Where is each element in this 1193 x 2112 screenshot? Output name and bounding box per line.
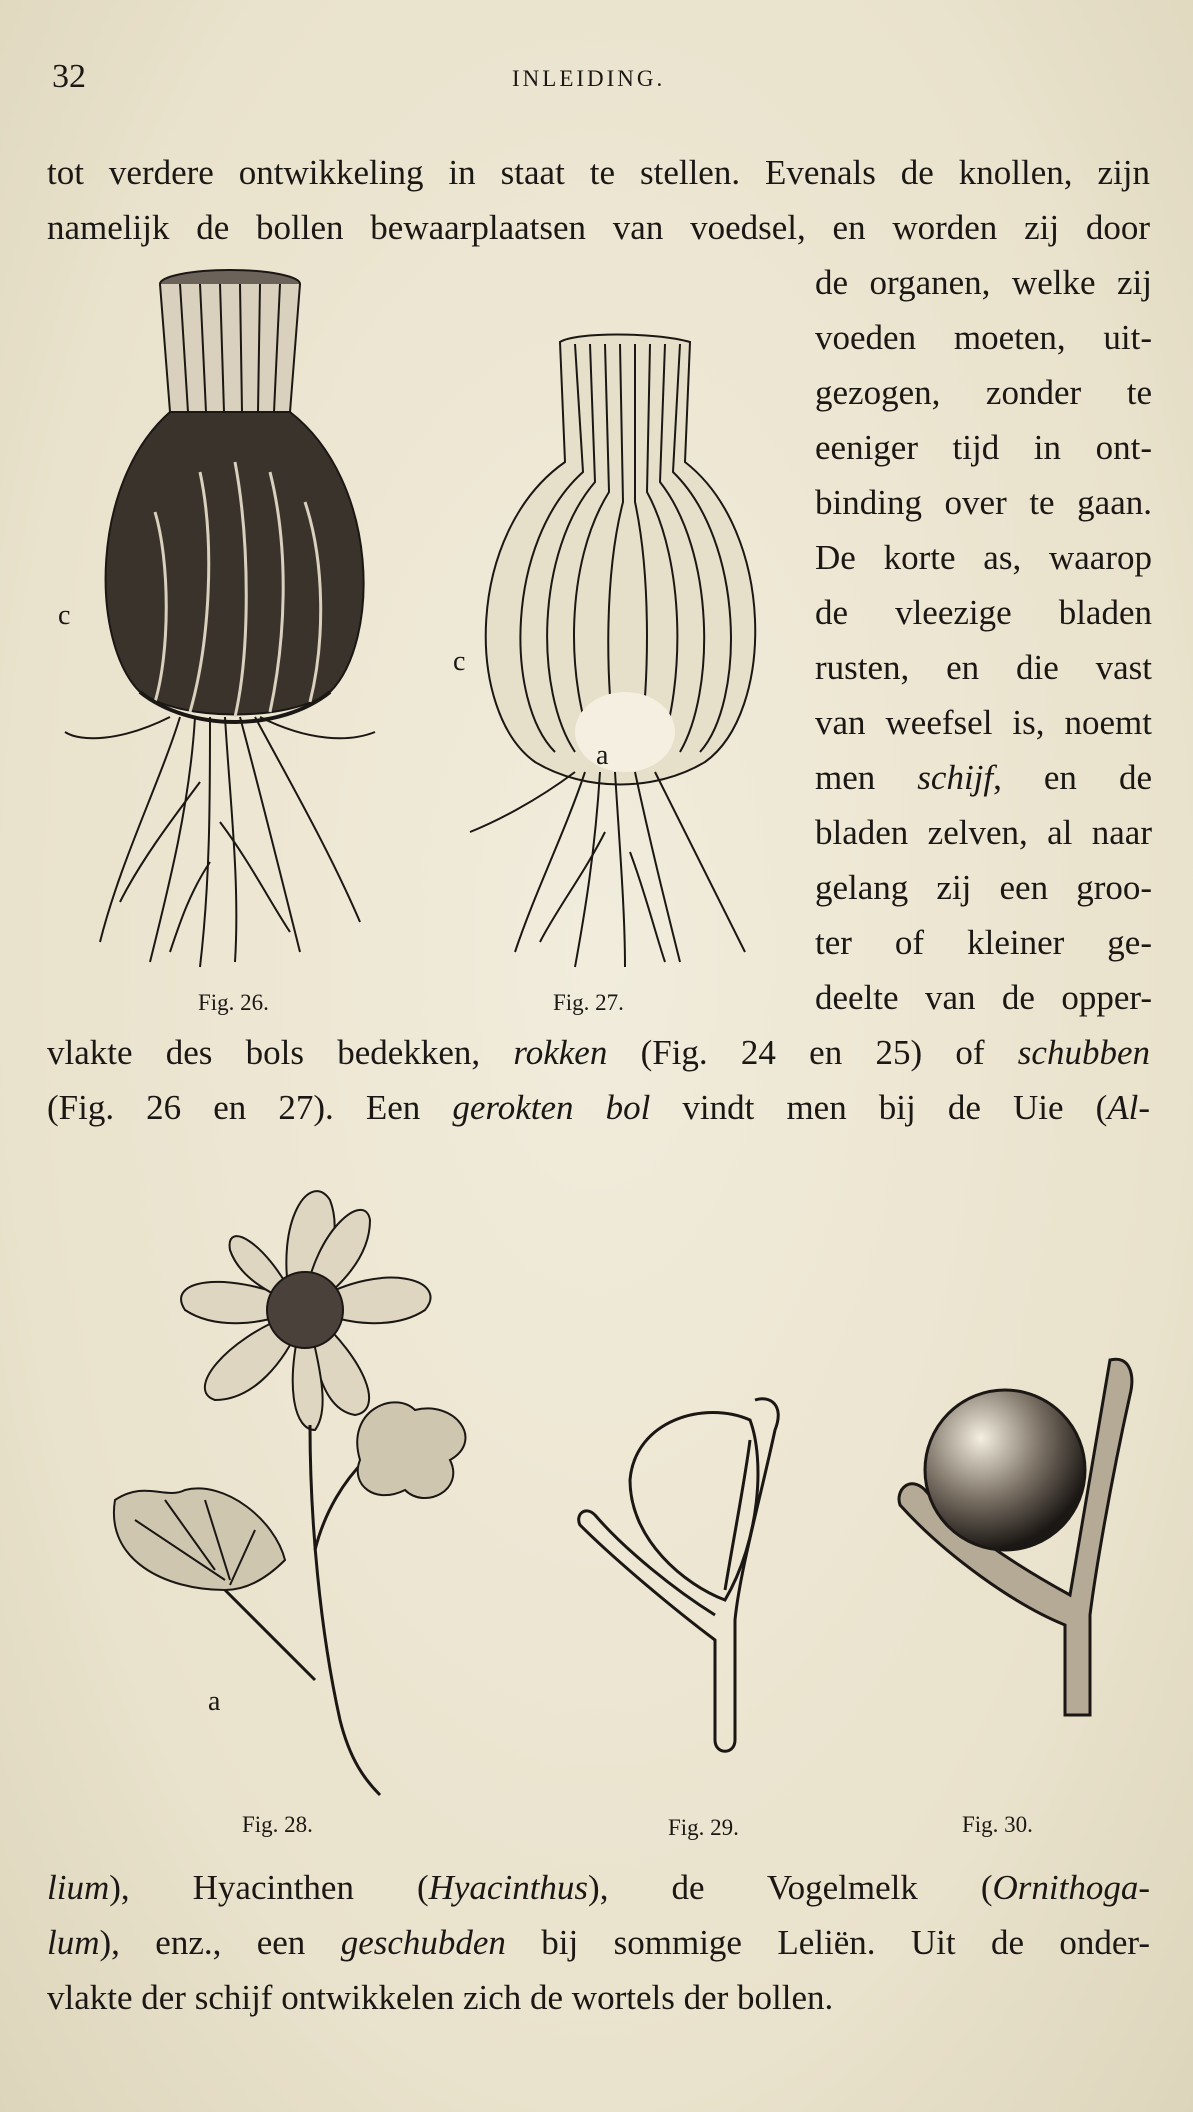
- fig-27-label-a: a: [596, 740, 609, 771]
- column-line: rusten, en die vast: [815, 648, 1152, 687]
- fig-26-bulb-illustration: [60, 262, 390, 972]
- fig-27-label-c: c: [453, 646, 466, 677]
- column-line: binding over te gaan.: [815, 483, 1152, 522]
- fig-29-bulbil-illustration: [575, 1390, 835, 1760]
- fig-27-bulb-section-illustration: [455, 332, 785, 972]
- column-line: eeniger tijd in ont-: [815, 428, 1152, 467]
- fig-29-caption: Fig. 29.: [668, 1815, 739, 1840]
- body-line: tot verdere ontwikkeling in staat te stellen. Evenals de knollen, zijn: [47, 153, 1150, 192]
- fig-28-label-a: a: [208, 1686, 221, 1717]
- body-line: vlakte des bols bedekken, rokken (Fig. 24 en 25) of schubben: [47, 1033, 1150, 1072]
- column-line: men schijf, en de: [815, 758, 1152, 797]
- running-head: INLEIDING.: [512, 66, 666, 91]
- fig-28-plant-illustration: [105, 1160, 535, 1800]
- fig-26-label-c: c: [58, 600, 71, 631]
- column-line: de vleezige bladen: [815, 593, 1152, 632]
- column-line: de organen, welke zij: [815, 263, 1152, 302]
- column-line: De korte as, waarop: [815, 538, 1152, 577]
- body-line: (Fig. 26 en 27). Een gerokten bol vindt men bij de Uie (Al-: [47, 1088, 1150, 1127]
- fig-28-caption: Fig. 28.: [242, 1812, 313, 1837]
- column-line: van weefsel is, noemt: [815, 703, 1152, 742]
- column-line: gelang zij een groo-: [815, 868, 1152, 907]
- column-line: gezogen, zonder te: [815, 373, 1152, 412]
- fig-30-caption: Fig. 30.: [962, 1812, 1033, 1837]
- body-line: namelijk de bollen bewaarplaatsen van voedsel, en worden zij door: [47, 208, 1150, 247]
- column-line: bladen zelven, al naar: [815, 813, 1152, 852]
- body-line: lium), Hyacinthen (Hyacinthus), de Vogelmelk (Ornithoga-: [47, 1868, 1151, 1907]
- body-line: vlakte der schijf ontwikkelen zich de wortels der bollen.: [47, 1978, 834, 2017]
- column-line: voeden moeten, uit-: [815, 318, 1152, 357]
- column-line: deelte van de opper-: [815, 978, 1152, 1017]
- fig-30-bulbil-illustration: [895, 1355, 1145, 1725]
- fig-27-caption: Fig. 27.: [553, 990, 624, 1015]
- column-line: ter of kleiner ge-: [815, 923, 1152, 962]
- fig-26-caption: Fig. 26.: [198, 990, 269, 1015]
- body-line: lum), enz., een geschubden bij sommige Leliën. Uit de onder-: [47, 1923, 1151, 1962]
- page-number: 32: [52, 58, 86, 95]
